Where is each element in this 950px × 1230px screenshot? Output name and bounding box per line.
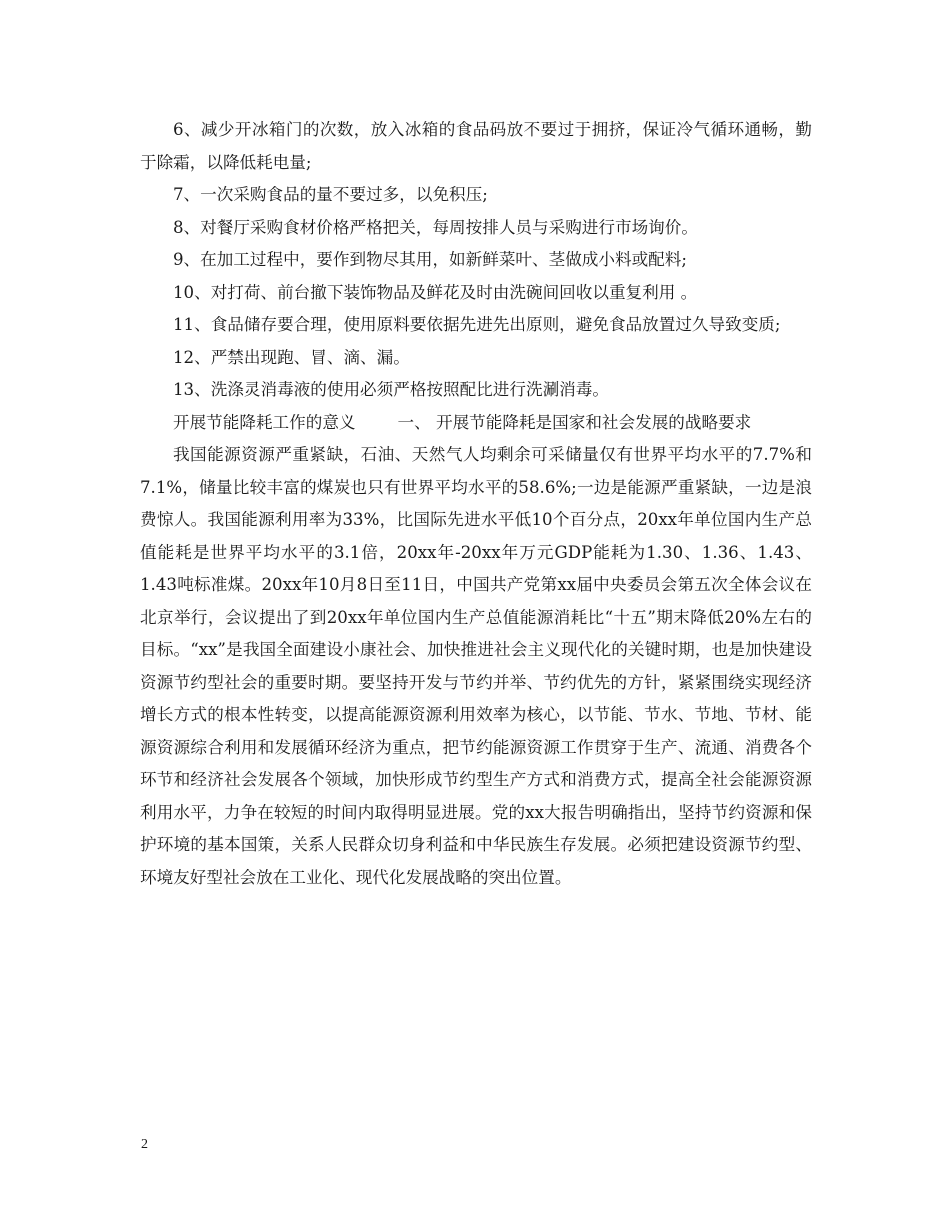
page-content <box>140 114 812 894</box>
list-item-13: 13、洗涤灵消毒液的使用必须严格按照配比进行洗涮消毒。 <box>173 380 609 399</box>
section-subtitle: 一、 开展节能降耗是国家和社会发展的战略要求 <box>397 412 752 432</box>
section-heading <box>140 407 812 440</box>
list-item-10: 10、对打荷、前台撤下装饰物品及鲜花及时由洗碗间回收以重复利用 。 <box>173 282 698 302</box>
list-item-9: 9、在加工过程中，要作到物尽其用，如新鲜菜叶、茎做成小料或配料; <box>173 250 687 269</box>
list-item-12: 12、严禁出现跑、冒、滴、漏。 <box>173 347 410 367</box>
body-paragraph: 我国能源资源严重紧缺，石油、天然气人均剩余可采储量仅有世界平均水平的7.7%和7.1%，储量比较丰富的煤炭也只有世界平均水平的58.6%;一边是能源严重紧缺，一边是浪费惊人。我国能源利用率为33%，比国际先进水平低10个百分点，20xx年单位国内生产总值能耗是世界平均水平的3.1倍，20xx年-20xx年万元GDP能耗为1.30、1.36、1.43、1.43吨标准煤。20xx年10月8日至11日，中国共产党第xx届中央委员会第五次全体会议在北京举行，会议提出了到20xx年单位国内生产总值能源消耗比“十五”期末降低20%左右的目标。“xx”是我国全面建设小康社会、加快推进社会主义现代化的关键时期，也是加快建设资源节约型社会的重要时期。要坚持开发与节约并举、节约优先的方针，紧紧围绕实现经济增长方式的根本性转变，以提高能源资源利用效率为核心，以节能、节水、节地、节材、能源资源综合利用和发展循环经济为重点，把节约能源资源工作贯穿于生产、流通、消费各个环节和经济社会发展各个领域，加快形成节约型生产方式和消费方式，提高全社会能源资源利用水平，力争在较短的时间内取得明显进展。党的xx大报告明确指出，坚持节约资源和保护环境的基本国策，关系人民群众切身利益和中华民族生存发展。必须把建设资源节约型、环境友好型社会放在工业化、现代化发展战略的突出位置。 <box>140 445 812 887</box>
page-number: 2 <box>141 1137 148 1152</box>
list-item-7: 7、一次采购食品的量不要过多，以免积压; <box>173 185 488 204</box>
list-item-8: 8、对餐厅采购食材价格严格把关，每周按排人员与采购进行市场询价。 <box>173 217 698 237</box>
list-item-11: 11、食品储存要合理，使用原料要依据先进先出原则，避免食品放置过久导致变质; <box>173 315 781 334</box>
list-item-6: 6、减少开冰箱门的次数，放入冰箱的食品码放不要过于拥挤，保证冷气循环通畅，勤于除霜，以降低耗电量; <box>140 120 812 172</box>
section-title: 开展节能降耗工作的意义 <box>173 412 356 432</box>
